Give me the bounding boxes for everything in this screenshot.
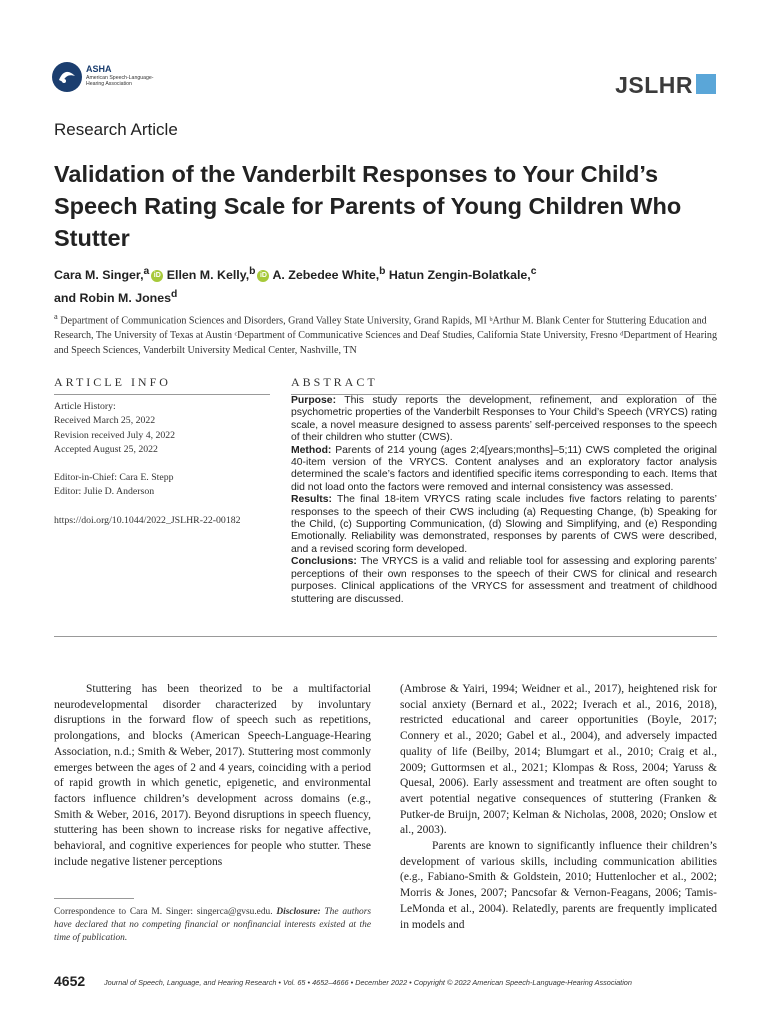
- disclosure-text: The authors have declared that no competing financial or nonfinancial interests existed at the time of publication.: [54, 907, 372, 943]
- results-label: Results:: [291, 494, 332, 506]
- author-affil-sup: d: [171, 289, 178, 301]
- abstract-purpose: [291, 395, 717, 445]
- abstract-method: [291, 445, 717, 495]
- body-column-left: [54, 682, 371, 870]
- author-affil-sup: c: [530, 266, 537, 277]
- correspondence-text: Correspondence to Cara M. Singer: singerca@gvsu.edu.: [54, 907, 277, 917]
- disclosure-label: Disclosure:: [276, 907, 321, 917]
- author-name: and Robin M. Jones: [54, 291, 172, 306]
- article-title: Validation of the Vanderbilt Responses to Your Child’s Speech Rating Scale for Parents of Young Children Who Stutter: [54, 161, 682, 251]
- body-paragraph: Parents are known to significantly influence their children’s development of various skills, including communication abilities (e.g., Fabiano-Smith & Goldstein, 2010; Huttenlocher et al., 2002; Morris & Jones, 2007; Pancsofar & Vernon-Feagans, 2006; Tamis-LeMonda et al., 2004). Relatedly, parents are frequently implicated in models and: [400, 840, 717, 931]
- body-paragraph: Stuttering has been theorized to be a multifactorial neurodevelopmental disorder characterized by involuntary disruptions in the forward flow of speech such as repetitions, prolongations, and blocks (American Speech-Language-Hearing Association, n.d.; Smith & Weber, 2017). Stuttering most commonly emerges between the ages of 2 and 4 years, coinciding with a period of rapid growth in which genetic, epigenetic, and environmental factors influence children’s development across domains (e.g., Smith & Weber, 2016, 2017). Beyond disruptions in speech fluency, stuttering has been shown to increase risks for negative affective, behavioral, and cognitive experiences for people who stutter. These include negative listener perceptions: [54, 683, 371, 868]
- author-affil-sup: a: [143, 266, 150, 277]
- orcid-icon[interactable]: iD: [257, 270, 269, 282]
- editor-in-chief: Editor-in-Chief: Cara E. Stepp: [54, 472, 174, 484]
- journal-logo: [615, 72, 716, 98]
- correspondence-note: [54, 906, 371, 945]
- article-info: [54, 400, 270, 528]
- abstract-results: [291, 494, 717, 556]
- author-name: Ellen M. Kelly,: [166, 268, 250, 283]
- abstract-conclusions: [291, 556, 717, 606]
- author-affil-sup: b: [379, 266, 386, 277]
- asha-logo-icon: [52, 62, 82, 92]
- doi-link[interactable]: https://doi.org/10.1044/2022_JSLHR-22-00182: [54, 514, 241, 526]
- purpose-text: This study reports the development, refinement, and exploration of the psychometric properties of the Vanderbilt Responses to Your Child’s Speech (VRYCS) rating scale, a novel measure designed to assess parents’ self-perceived responses to the speech of their children who stutter (CWS).: [291, 395, 717, 444]
- author-name: Cara M. Singer,: [54, 268, 144, 283]
- received-date: Received March 25, 2022: [54, 415, 156, 427]
- body-paragraph: (Ambrose & Yairi, 1994; Weidner et al., 2017), heightened risk for social anxiety (Bernard et al., 2022; Iverach et al., 2016, 2018), restricted educational and career opportunities (Boyle, 2017; Connery et al., 2020; Gabel et al., 2004), and adversely impacted quality of life (Beilby, 2014; Blumgart et al., 2010; Craig et al., 2009; Guttormsen et al., 2021; Klompas & Ross, 2004; Yaruss & Quesal, 2006). Early assessment and treatment are often sought to avert potential negative consequences of stuttering (Franken & Putker-de Bruijn, 2007; Kelman & Nicholas, 2008, 2020; Onslow et al., 2003).: [400, 683, 717, 837]
- author-list: [54, 262, 694, 308]
- conclusions-text: The VRYCS is a valid and reliable tool for assessing and exploring parents’ perceptions of their own responses to the speech of their CWS for clinical and research purposes. Clinical applications of the VRYCS for assessment and treatment of childhood stuttering are discussed.: [291, 556, 717, 605]
- purpose-label: Purpose:: [291, 395, 337, 406]
- method-text: Parents of 214 young (ages 2;4[years;months]–5;11) CWS completed the original 40-item version of the VRYCS. Content analyses and an exploratory factor analysis determined the scale’s factors and identified specific items corresponding to each. Items that did not load onto the factors were removed and internal consistency was assessed.: [291, 444, 717, 493]
- author-name: Hatun Zengin-Bolatkale,: [388, 268, 531, 283]
- page-number: 4652: [54, 973, 86, 989]
- journal-logo-square-icon: [696, 74, 716, 94]
- article-info-heading: ARTICLE INFO: [54, 375, 171, 389]
- revised-date: Revision received July 4, 2022: [54, 429, 176, 441]
- editor: Editor: Julie D. Anderson: [54, 486, 155, 498]
- article-type: Research Article: [54, 120, 178, 139]
- divider: [54, 898, 134, 899]
- conclusions-label: Conclusions:: [291, 556, 357, 568]
- asha-logo-subtitle: American Speech-Language-Hearing Association: [86, 75, 154, 87]
- abstract-body: [291, 395, 717, 606]
- body-column-right: [400, 682, 717, 933]
- abstract-heading: ABSTRACT: [291, 375, 378, 389]
- author-affil-sup: b: [249, 266, 256, 277]
- orcid-icon[interactable]: iD: [151, 270, 163, 282]
- divider: [54, 636, 717, 637]
- footer-citation: Journal of Speech, Language, and Hearing Research • Vol. 65 • 4652–4666 • December 2022 • Copyright © 2022 American Speech-Language-Hearing Association: [104, 978, 632, 987]
- journal-abbrev: JSLHR: [615, 72, 693, 98]
- author-name: A. Zebedee White,: [272, 268, 380, 283]
- method-label: Method:: [291, 444, 332, 456]
- results-text: The final 18-item VRYCS rating scale includes five factors relating to parents’ responses to the speech of their CWS including (a) Requesting Change, (b) Speaking for the Child, (c) Supporting Communication, (d) Slowing and Simplifying, and (e) Responding Emotionally. Reliability was demonstrated, responses by parents of CWS were described, and a revised scoring form developed.: [291, 494, 717, 555]
- affiliation-sup: a: [54, 312, 58, 321]
- asha-logo-name: ASHA: [86, 64, 112, 74]
- asha-logo: [52, 62, 172, 98]
- divider: [54, 394, 270, 395]
- accepted-date: Accepted August 25, 2022: [54, 443, 158, 455]
- affiliations: [54, 309, 717, 358]
- history-label: Article History:: [54, 401, 116, 412]
- affiliations-text: Department of Communication Sciences and Disorders, Grand Valley State University, Grand Rapids, MI ᵇArthur M. Blank Center for Stuttering Education and Research, The University of Texas at Austin ᶜDepartment of Communicative Sciences and Deaf Studies, California State University, Fresno ᵈDepartment of Hearing and Speech Sciences, Vanderbilt University Medical Center, Nashville, TN: [54, 315, 717, 357]
